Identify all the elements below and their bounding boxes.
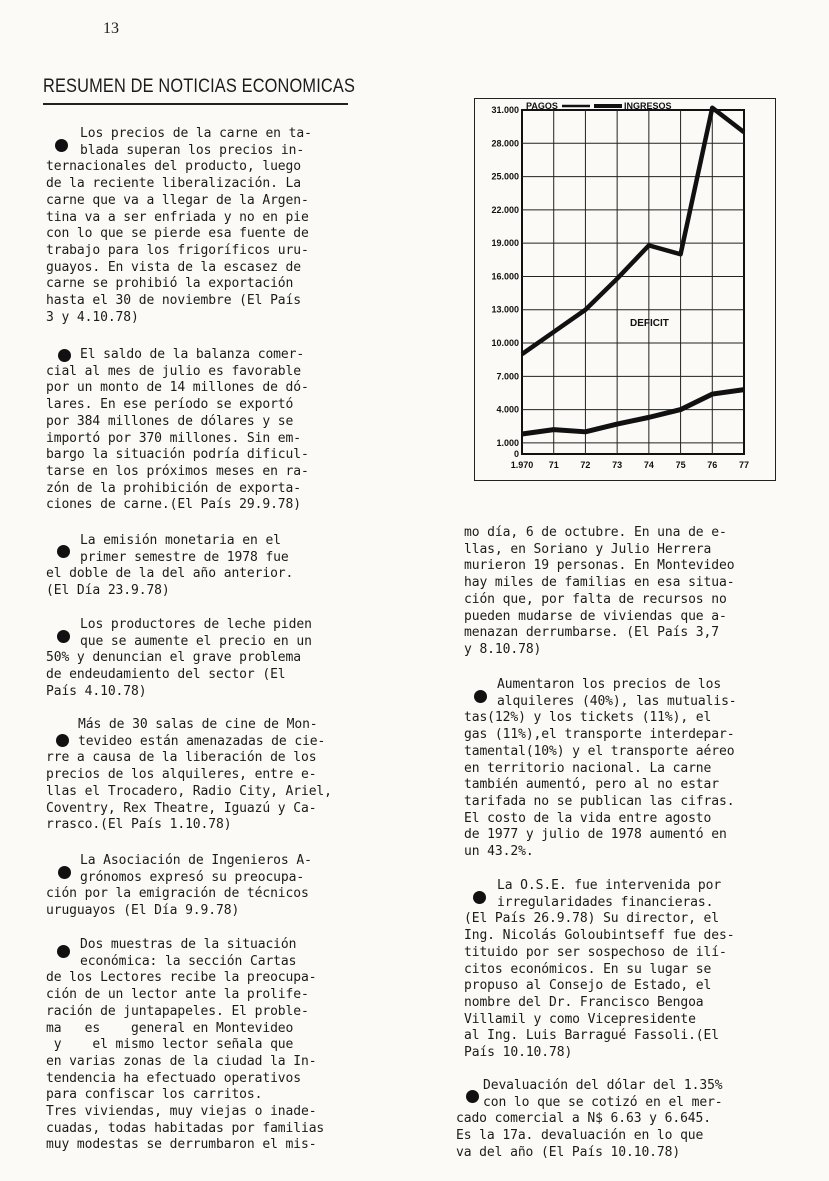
news-item: La Asociación de Ingenieros A- grónomos expresó su preocupa- ción por la emigración de técnicos uruguayos (El Día 9.9.78): [46, 853, 312, 919]
x-tick-label: 71: [548, 460, 559, 470]
y-tick-label: 31.000: [491, 105, 519, 115]
y-tick-label: 7.000: [496, 371, 519, 382]
news-item: La O.S.E. fue intervenida por irregularidades financieras. (El País 26.9.78) Su director, el Ing. Nicolás Goloubintseff fue des- tituido por ser sospechoso de ilí- citos económicos. En su lugar se propuso al Consejo de Estado, el nombre del Dr. Francisco Bengoa Villamil y como Vicepresidente al Ing. Luis Barragué Fassoli.(El País 10.10.78): [464, 878, 735, 1061]
y-tick-label: 0: [513, 449, 519, 459]
legend-label-pagos: PAGOS: [526, 101, 558, 111]
legend-label-ingresos: INGRESOS: [624, 101, 672, 111]
x-tick-label: 74: [643, 460, 654, 470]
y-tick-label: 28.000: [491, 138, 519, 149]
chart: [474, 98, 776, 481]
x-tick-label: 75: [675, 460, 686, 470]
deficit-annotation: DEFICIT: [630, 318, 669, 329]
x-tick-label: 76: [707, 460, 718, 470]
y-tick-label: 16.000: [491, 271, 519, 282]
news-item: Devaluación del dólar del 1.35% con lo que se cotizó en el mer- cado comercial a N$ 6.63 y 6.645. Es la 17a. devaluación en lo que va del año (El País 10.10.78): [456, 1078, 723, 1160]
y-tick-label: 4.000: [496, 404, 519, 415]
title-underline: [43, 103, 348, 105]
y-tick-label: 13.000: [491, 304, 519, 315]
y-tick-label: 19.000: [491, 238, 519, 249]
x-tick-label: 73: [612, 460, 623, 470]
news-item: El saldo de la balanza comer- cial al mes de julio es favorable por un monto de 14 millones de dó- lares. En ese período se exportó por 384 millones de dólares y se importó por 370 millones. Sin em- bargo la situación podría dificul- tarse en los próximos meses en ra- zón de la prohibición de exporta- ciones de carne.(El País 29.9.78): [46, 347, 309, 513]
page-number: 13: [103, 20, 119, 37]
y-tick-label: 1.000: [496, 437, 519, 448]
news-item: Aumentaron los precios de los alquileres (40%), las mutualis- tas(12%) y los tickets (11%), el gas (11%),el transporte interdepar- tamental(10%) y el transporte aéreo en territorio nacional. La carne también aumentó, pero al no estar tarifada no se publican las cifras. El costo de la vida entre agosto de 1977 y julio de 1978 aumentó en un 43.2%.: [464, 677, 737, 860]
y-tick-label: 22.000: [491, 204, 519, 215]
news-item: mo día, 6 de octubre. En una de e- llas, en Soriano y Julio Herrera murieron 19 personas. En Montevideo hay miles de familias en esa situa- ción que, por falta de recursos no pueden mudarse de viviendas que a- menazan derrumbarse. (El País 3,7 y 8.10.78): [464, 525, 735, 657]
x-tick-label: 77: [738, 460, 750, 470]
y-tick-label: 25.000: [491, 171, 519, 182]
x-tick-label: 1.970: [510, 460, 534, 470]
y-tick-label: 10.000: [491, 338, 519, 349]
series-line-ingresos: [522, 390, 744, 434]
news-item: Los precios de la carne en ta- blada superan los precios in- ternacionales del producto, luego de la reciente liberalización. La carne que va a llegar de la Argen- tina va a ser enfriada y no en pie con lo que se pierde esa fuente de trabajo para los frigoríficos uru- guayos. En vista de la escasez de carne se prohibió la exportación hasta el 30 de noviembre (El País 3 y 4.10.78): [46, 126, 312, 325]
x-tick-label: 72: [580, 460, 591, 470]
plot-area: [522, 110, 744, 454]
news-item: Los productores de leche piden que se aumente el precio en un 50% y denuncian el grave problema de endeudamiento del sector (El País 4.10.78): [46, 617, 312, 699]
news-item: Dos muestras de la situación económica: la sección Cartas de los Lectores recibe la preocupa- ción de un lector ante la prolife- ración de juntapapeles. El proble- ma es general en Montevideo y el mismo lector señala que en varias zonas de la ciudad la In- tendencia ha efectuado operativos para confiscar los carritos. Tres viviendas, muy viejas o inade- cuadas, todas habitadas por familias muy modestas se derrumbaron el mis-: [46, 937, 325, 1153]
chart-svg: [474, 98, 776, 481]
page-title: RESUMEN DE NOTICIAS ECONOMICAS: [43, 76, 356, 97]
news-item: La emisión monetaria en el primer semestre de 1978 fue el doble de la del año anterior. (El Día 23.9.78): [46, 533, 294, 599]
news-item: Más de 30 salas de cine de Mon- tevideo están amenazadas de cie- rre a causa de la liberación de los precios de los alquileres, entre e- llas el Trocadero, Radio City, Ariel, Coventry, Rex Theatre, Iguazú y Ca- rrasco.(El País 1.10.78): [46, 717, 332, 833]
